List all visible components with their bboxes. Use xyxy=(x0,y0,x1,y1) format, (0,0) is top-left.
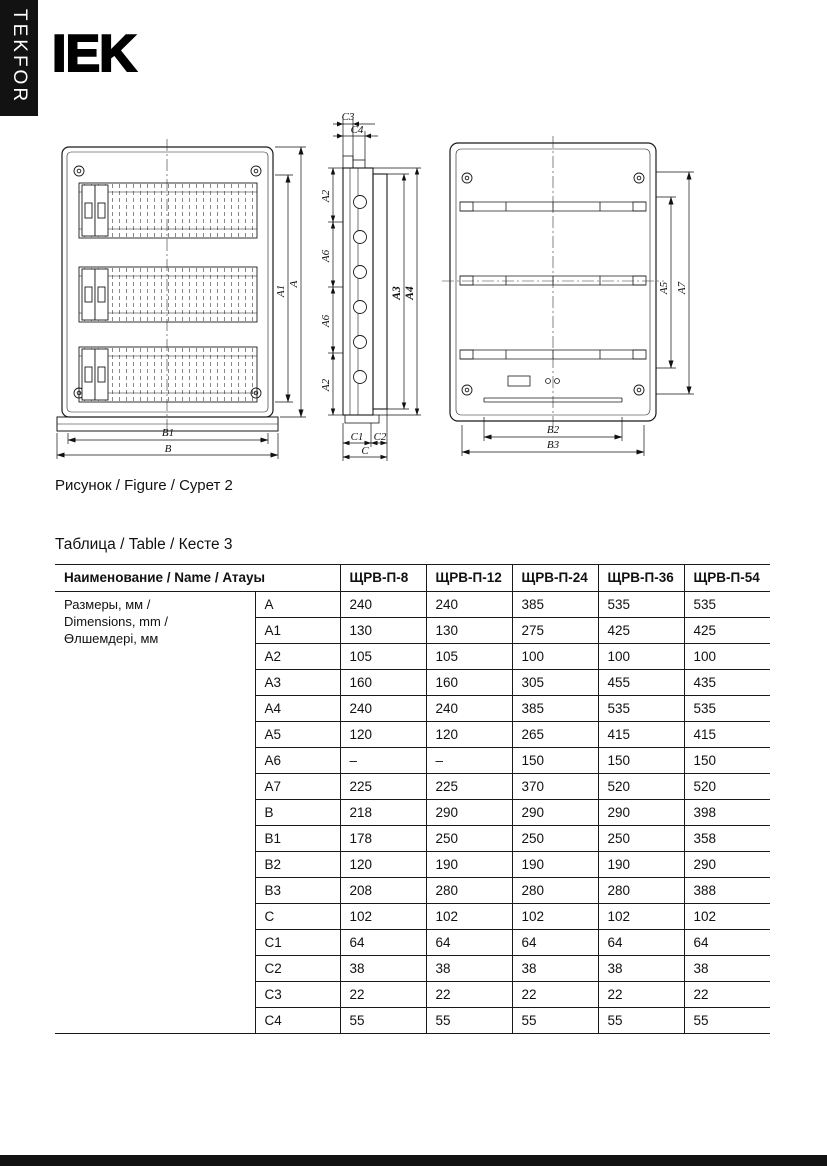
value-cell: 250 xyxy=(598,826,684,852)
dim-label-a1: A1 xyxy=(275,284,287,298)
value-cell: 190 xyxy=(426,852,512,878)
value-cell: 100 xyxy=(512,644,598,670)
value-cell: 150 xyxy=(684,748,770,774)
value-cell: 100 xyxy=(598,644,684,670)
value-cell: 225 xyxy=(340,774,426,800)
dim-label-a: A xyxy=(288,280,300,288)
value-cell: 385 xyxy=(512,696,598,722)
value-cell: 455 xyxy=(598,670,684,696)
param-cell: A xyxy=(255,592,340,618)
figure-caption: Рисунок / Figure / Сурет 2 xyxy=(55,477,233,494)
value-cell: 120 xyxy=(340,722,426,748)
dim-label-b1: B1 xyxy=(161,427,175,439)
col-header-model-3: ЩРВ-П-24 xyxy=(512,565,598,592)
value-cell: – xyxy=(340,748,426,774)
value-cell: 398 xyxy=(684,800,770,826)
param-cell: A7 xyxy=(255,774,340,800)
dim-label-a4: A4 xyxy=(404,286,416,300)
value-cell: 240 xyxy=(340,592,426,618)
back-centerlines xyxy=(442,136,664,430)
value-cell: 240 xyxy=(340,696,426,722)
dim-label-c: C xyxy=(361,445,369,457)
value-cell: – xyxy=(426,748,512,774)
dim-label-c1: C1 xyxy=(350,431,364,443)
value-cell: 64 xyxy=(684,930,770,956)
param-cell: C3 xyxy=(255,982,340,1008)
table-header-row xyxy=(55,565,770,592)
row-group-label: Размеры, мм / Dimensions, mm / Өлшемдері, мм xyxy=(55,592,255,1034)
side-view-drawing xyxy=(320,110,424,466)
value-cell: 160 xyxy=(426,670,512,696)
value-cell: 385 xyxy=(512,592,598,618)
value-cell: 535 xyxy=(684,696,770,722)
value-cell: 240 xyxy=(426,592,512,618)
value-cell: 160 xyxy=(340,670,426,696)
value-cell: 102 xyxy=(340,904,426,930)
table-row xyxy=(55,592,770,618)
value-cell: 102 xyxy=(684,904,770,930)
param-cell: B3 xyxy=(255,878,340,904)
series-label: TEKFOR xyxy=(9,9,30,105)
bottom-bar xyxy=(0,1155,827,1166)
dim-label-a2-bottom: A2 xyxy=(320,378,332,392)
back-dimension-lines xyxy=(462,172,694,456)
value-cell: 102 xyxy=(512,904,598,930)
dim-label-c4: C4 xyxy=(350,124,364,136)
value-cell: 150 xyxy=(512,748,598,774)
col-header-model-1: ЩРВ-П-8 xyxy=(340,565,426,592)
param-cell: C2 xyxy=(255,956,340,982)
value-cell: 120 xyxy=(426,722,512,748)
value-cell: 280 xyxy=(512,878,598,904)
value-cell: 64 xyxy=(512,930,598,956)
dimensions-table xyxy=(55,564,770,1034)
col-header-model-4: ЩРВ-П-36 xyxy=(598,565,684,592)
param-cell: B1 xyxy=(255,826,340,852)
value-cell: 218 xyxy=(340,800,426,826)
param-cell: A3 xyxy=(255,670,340,696)
value-cell: 120 xyxy=(340,852,426,878)
dim-label-a3: A3 xyxy=(391,286,403,300)
value-cell: 22 xyxy=(426,982,512,1008)
value-cell: 275 xyxy=(512,618,598,644)
dim-label-a5: A5 xyxy=(658,281,670,295)
param-cell: A5 xyxy=(255,722,340,748)
value-cell: 520 xyxy=(684,774,770,800)
value-cell: 38 xyxy=(340,956,426,982)
dim-label-b3: B3 xyxy=(546,439,560,451)
param-cell: A2 xyxy=(255,644,340,670)
value-cell: 425 xyxy=(684,618,770,644)
value-cell: 388 xyxy=(684,878,770,904)
value-cell: 178 xyxy=(340,826,426,852)
value-cell: 64 xyxy=(426,930,512,956)
param-cell: A6 xyxy=(255,748,340,774)
param-cell: B2 xyxy=(255,852,340,878)
dim-label-b2: B2 xyxy=(546,424,560,436)
value-cell: 190 xyxy=(598,852,684,878)
value-cell: 105 xyxy=(426,644,512,670)
value-cell: 290 xyxy=(598,800,684,826)
value-cell: 102 xyxy=(426,904,512,930)
value-cell: 64 xyxy=(340,930,426,956)
value-cell: 150 xyxy=(598,748,684,774)
value-cell: 102 xyxy=(598,904,684,930)
series-strip xyxy=(0,0,38,116)
value-cell: 38 xyxy=(426,956,512,982)
col-header-name: Наименование / Name / Атауы xyxy=(55,565,340,592)
value-cell: 22 xyxy=(684,982,770,1008)
param-cell: C1 xyxy=(255,930,340,956)
value-cell: 370 xyxy=(512,774,598,800)
value-cell: 290 xyxy=(684,852,770,878)
dim-label-c3: C3 xyxy=(341,111,355,123)
value-cell: 55 xyxy=(598,1008,684,1034)
value-cell: 190 xyxy=(512,852,598,878)
value-cell: 535 xyxy=(684,592,770,618)
side-profile xyxy=(343,156,387,423)
dim-label-a2-top: A2 xyxy=(320,189,332,203)
side-din-clips xyxy=(354,196,367,384)
dim-label-a6-lower: A6 xyxy=(320,314,332,328)
front-module-rows xyxy=(79,183,257,402)
dim-label-b: B xyxy=(164,443,172,455)
value-cell: 22 xyxy=(512,982,598,1008)
value-cell: 208 xyxy=(340,878,426,904)
dimensions-table-body xyxy=(55,592,770,1034)
iek-logo: IEK xyxy=(52,25,136,83)
value-cell: 22 xyxy=(598,982,684,1008)
value-cell: 130 xyxy=(340,618,426,644)
table-title: Таблица / Table / Кесте 3 xyxy=(55,536,233,553)
value-cell: 64 xyxy=(598,930,684,956)
front-view-drawing xyxy=(46,126,308,474)
value-cell: 280 xyxy=(426,878,512,904)
param-cell: C4 xyxy=(255,1008,340,1034)
value-cell: 130 xyxy=(426,618,512,644)
value-cell: 435 xyxy=(684,670,770,696)
value-cell: 38 xyxy=(512,956,598,982)
dimensions-table-wrap xyxy=(55,564,770,1034)
dim-label-a7: A7 xyxy=(676,281,688,295)
col-header-model-5: ЩРВ-П-54 xyxy=(684,565,770,592)
value-cell: 290 xyxy=(426,800,512,826)
value-cell: 520 xyxy=(598,774,684,800)
value-cell: 265 xyxy=(512,722,598,748)
value-cell: 55 xyxy=(340,1008,426,1034)
param-cell: C xyxy=(255,904,340,930)
value-cell: 280 xyxy=(598,878,684,904)
value-cell: 55 xyxy=(512,1008,598,1034)
value-cell: 105 xyxy=(340,644,426,670)
dim-label-c2: C2 xyxy=(373,431,387,443)
param-cell: A1 xyxy=(255,618,340,644)
value-cell: 55 xyxy=(684,1008,770,1034)
value-cell: 535 xyxy=(598,696,684,722)
value-cell: 305 xyxy=(512,670,598,696)
value-cell: 38 xyxy=(684,956,770,982)
param-cell: A4 xyxy=(255,696,340,722)
value-cell: 250 xyxy=(426,826,512,852)
value-cell: 415 xyxy=(598,722,684,748)
param-cell: B xyxy=(255,800,340,826)
value-cell: 290 xyxy=(512,800,598,826)
col-header-model-2: ЩРВ-П-12 xyxy=(426,565,512,592)
value-cell: 535 xyxy=(598,592,684,618)
back-view-drawing xyxy=(436,130,714,464)
value-cell: 38 xyxy=(598,956,684,982)
value-cell: 225 xyxy=(426,774,512,800)
value-cell: 22 xyxy=(340,982,426,1008)
value-cell: 415 xyxy=(684,722,770,748)
value-cell: 100 xyxy=(684,644,770,670)
value-cell: 240 xyxy=(426,696,512,722)
value-cell: 55 xyxy=(426,1008,512,1034)
value-cell: 358 xyxy=(684,826,770,852)
dim-label-a6-upper: A6 xyxy=(320,249,332,263)
value-cell: 250 xyxy=(512,826,598,852)
value-cell: 425 xyxy=(598,618,684,644)
